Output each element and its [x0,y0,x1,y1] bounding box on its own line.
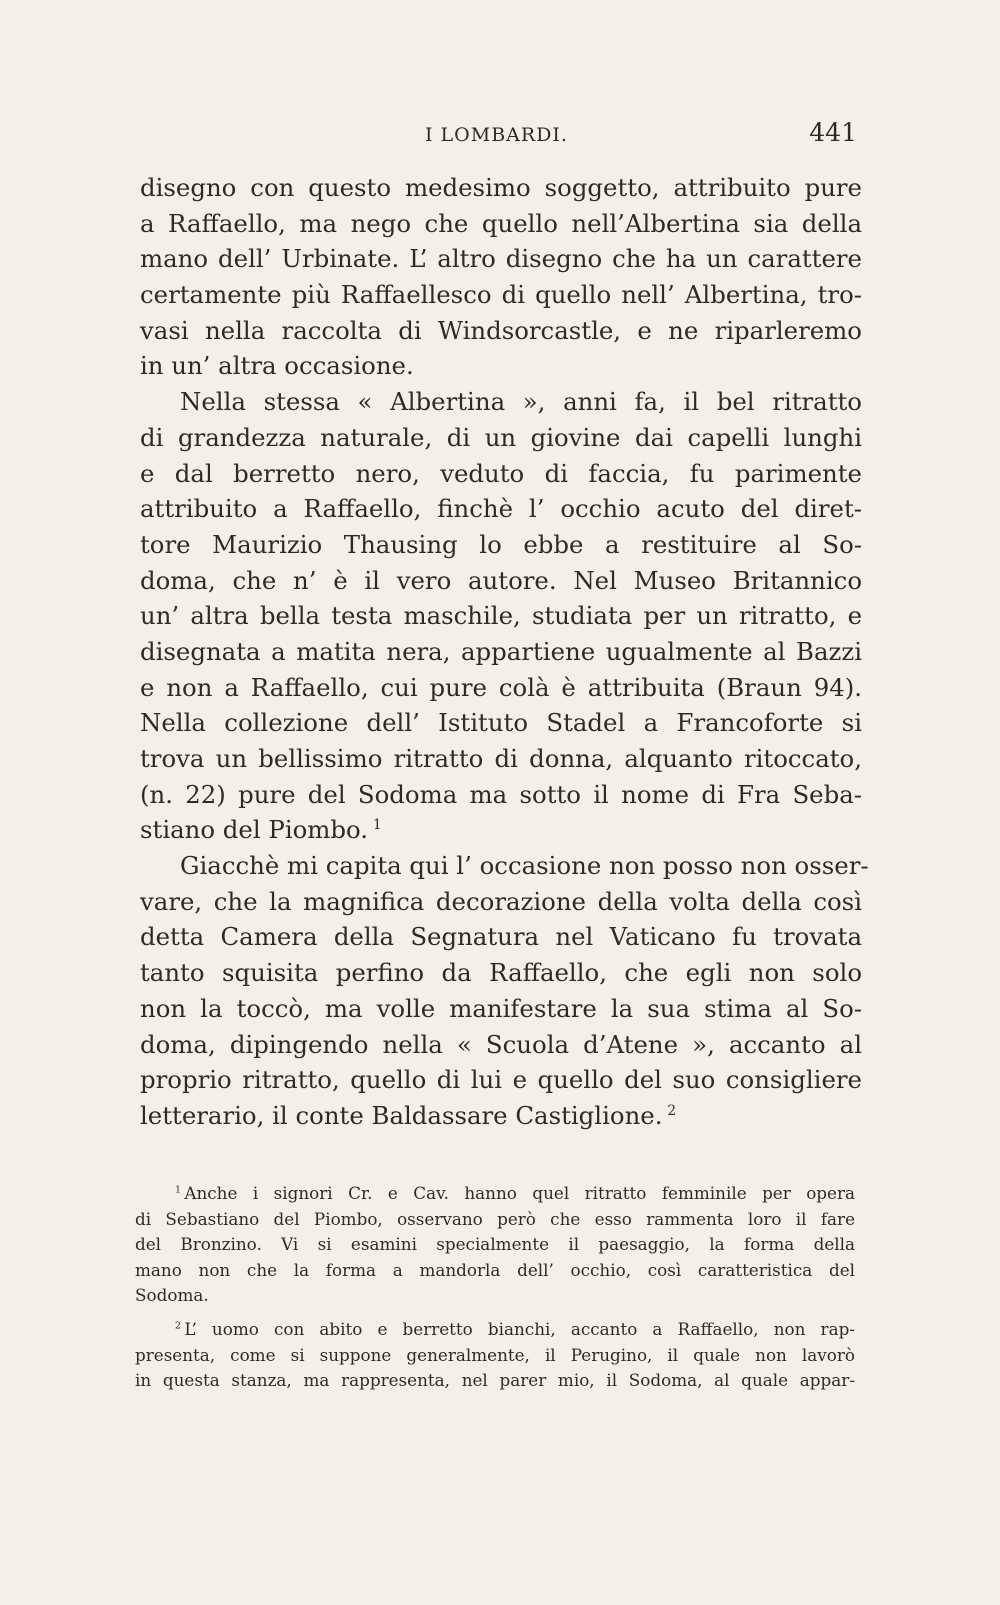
body-line-text: trova un bellissimo ritratto di donna, alquanto ritoccato, [140,744,862,773]
footnote-line [135,1317,855,1343]
body-line-text: stiano del Piombo. [140,815,369,845]
body-line-text: non la toccò, ma volle manifestare la sua stima al So- [140,993,862,1023]
body-line [140,206,862,242]
body-line [140,598,862,634]
body-line-text: disegno con questo medesimo soggetto, attribuito pure [140,173,862,202]
body-line [140,705,862,741]
page-number: 441 [809,118,857,147]
footnote-line [135,1343,855,1369]
body-line [140,741,862,777]
footnote-line-text: mano non che la forma a mandorla dell’ occhio, così caratteristica del [135,1259,855,1280]
body-line-text: vare, che la magnifica decorazione della volta della così [140,886,862,916]
body-line-text: letterario, il conte Baldassare Castiglione. [140,1100,663,1130]
body-line-text: doma, che n’ è il vero autore. Nel Museo Britannico [140,565,862,595]
footnote-reference: 1 [372,817,382,834]
body-line [140,170,862,206]
body-line-text: e non a Raffaello, cui pure colà è attribuita (Braun 94). [140,672,862,702]
body-line [140,420,862,456]
body-line [140,670,862,706]
body-line [140,919,862,955]
body-line [140,348,862,384]
footnote-line-text: Anche i signori Cr. e Cav. hanno quel ritratto femminile per opera [184,1183,855,1203]
body-line-text: mano dell’ Urbinate. L’ altro disegno che ha un carattere [140,244,862,274]
body-line-text: tore Maurizio Thausing lo ebbe a restituire al So- [140,529,862,559]
body-line-text: Nella collezione dell’ Istituto Stadel a Francoforte si [140,708,862,738]
body-line-text: vasi nella raccolta di Windsorcastle, e ne riparleremo [140,315,862,345]
body-line [140,384,862,420]
footnote-reference: 2 [667,1102,677,1119]
body-line-text: Nella stessa « Albertina », anni fa, il bel ritratto [180,387,862,417]
body-line-text: doma, dipingendo nella « Scuola d’Atene », accanto al [140,1029,862,1059]
body-line [140,1062,862,1098]
footnote-line-text: in questa stanza, ma rappresenta, nel parer mio, il Sodoma, al quale appar- [135,1370,855,1391]
body-line [140,241,862,277]
footnote-line [135,1181,855,1207]
footnote-line [135,1207,855,1233]
body-line-text: certamente più Raffaellesco di quello nell’ Albertina, tro- [140,280,862,310]
body-line [140,527,862,563]
footnote-marker: 2 [175,1320,181,1332]
footnote-line [135,1368,855,1394]
footnote-line [135,1258,855,1284]
body-line [140,884,862,920]
body-line [140,848,869,884]
footnote-line-text: presenta, come si suppone generalmente, il Perugino, il quale non lavorò [135,1344,855,1365]
footnote-gap [135,1309,855,1317]
body-line-text: Giacchè mi capita qui l’ occasione non posso non osser- [180,851,869,881]
footnote-line-text: del Bronzino. Vi si esamini specialmente il paesaggio, la forma della [135,1234,855,1255]
body-line [140,634,862,670]
running-head: I LOMBARDI. [425,124,568,146]
body-line-text: proprio ritratto, quello di lui e quello del suo consigliere [140,1065,862,1095]
body-line [140,563,862,599]
body-line [140,491,862,527]
body-line [140,777,862,813]
body-line [140,955,862,991]
footnote-line [135,1283,855,1309]
body-text [140,170,869,1134]
body-line-text: e dal berretto nero, veduto di faccia, fu parimente [140,458,862,488]
footnotes [135,1181,855,1394]
body-line-text: in un’ altra occasione. [140,351,414,381]
body-line-text: un’ altra bella testa maschile, studiata per un ritratto, e [140,601,862,631]
body-line-text: disegnata a matita nera, appartiene ugualmente al Bazzi [140,636,862,666]
body-line [140,277,862,313]
body-line [140,313,862,349]
body-line [140,991,862,1027]
footnote-line-text: L’ uomo con abito e berretto bianchi, accanto a Raffaello, non rap- [184,1318,855,1339]
body-line-text: tanto squisita perfino da Raffaello, che egli non solo [140,958,862,988]
footnote-marker: 1 [175,1184,181,1196]
body-line-text: di grandezza naturale, di un giovine dai capelli lunghi [140,422,862,452]
body-line-text: a Raffaello, ma nego che quello nell’Albertina sia della [140,208,862,238]
footnote-line-text: di Sebastiano del Piombo, osservano però che esso rammenta loro il fare [135,1208,855,1229]
body-line [140,1098,862,1134]
body-line [140,1027,862,1063]
body-line-text: (n. 22) pure del Sodoma ma sotto il nome di Fra Seba- [140,779,862,809]
body-line [140,812,862,848]
footnote-line-text: Sodoma. [135,1285,209,1306]
page-header [145,118,857,152]
footnote-line [135,1232,855,1258]
body-line-text: attribuito a Raffaello, finchè l’ occhio acuto del diret- [140,494,862,524]
body-line [140,456,862,492]
body-line-text: detta Camera della Segnatura nel Vaticano fu trovata [140,922,862,952]
